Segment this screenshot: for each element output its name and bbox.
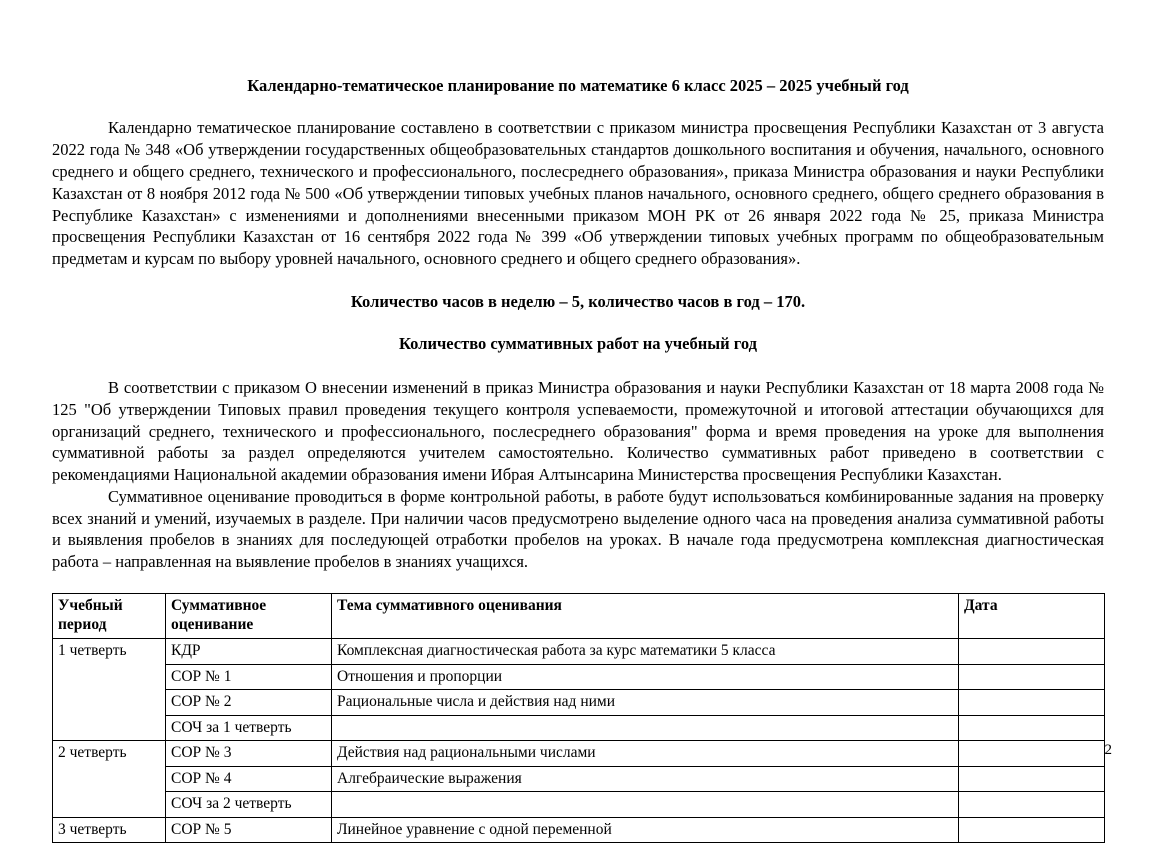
cell-summative: СОР № 3 xyxy=(166,741,332,767)
cell-date xyxy=(959,715,1105,741)
spacer xyxy=(52,270,1104,292)
cell-summative: СОР № 2 xyxy=(166,690,332,716)
cell-theme: Действия над рациональными числами xyxy=(332,741,959,767)
column-header-period: Учебный период xyxy=(53,593,166,638)
cell-theme: Отношения и пропорции xyxy=(332,664,959,690)
table-row xyxy=(53,766,1105,792)
page-title: Календарно-тематическое планирование по математике 6 класс 2025 – 2025 учебный год xyxy=(247,76,909,95)
cell-date xyxy=(959,817,1105,843)
cell-theme: Линейное уравнение с одной переменной xyxy=(332,817,959,843)
cell-summative: СОР № 5 xyxy=(166,817,332,843)
spacer xyxy=(52,573,1104,593)
cell-theme: Алгебраические выражения xyxy=(332,766,959,792)
cell-period: 1 четверть xyxy=(53,639,166,741)
cell-date xyxy=(959,792,1105,818)
cell-summative: КДР xyxy=(166,639,332,665)
cell-period: 2 четверть xyxy=(53,741,166,818)
column-header-summative: Суммативное оценивание xyxy=(166,593,332,638)
table-row xyxy=(53,792,1105,818)
spacer xyxy=(52,312,1104,334)
assessment-paragraph: Суммативное оценивание проводиться в форме контрольной работы, в работе будут использоваться комбинированные задания на проверку всех знаний и умений, изучаемых в разделе. При наличии часов предусмотрено выделение одного часа на проведения анализа суммативной работы и выявления пробелов в знаниях для последующей отработки пробелов на уроках. В начале года предусмотрена комплексная диагностическая работа – направленная на выявление пробелов в знаниях учащихся. xyxy=(52,486,1104,572)
summative-count-heading: Количество суммативных работ на учебный год xyxy=(399,334,757,354)
cell-theme xyxy=(332,792,959,818)
cell-theme: Рациональные числа и действия над ними xyxy=(332,690,959,716)
document-content xyxy=(52,0,1104,843)
table-header-row xyxy=(53,593,1105,638)
table-row xyxy=(53,690,1105,716)
cell-date xyxy=(959,690,1105,716)
column-header-theme: Тема суммативного оценивания xyxy=(332,593,959,638)
summative-assessment-table xyxy=(52,593,1105,843)
cell-summative: СОЧ за 1 четверть xyxy=(166,715,332,741)
intro-paragraph: Календарно тематическое планирование составлено в соответствии с приказом министра просвещения Республики Казахстан от 3 августа 2022 года № 348 «Об утверждении государственных общеобразовательных стандартов дошкольного воспитания и обучения, начального, основного среднего и общего среднего, технического и профессионального, послесреднего образования», приказа Министра образования и науки Республики Казахстан от 8 ноября 2012 года № 500 «Об утверждении типовых учебных планов начального, основного среднего, общего среднего образования в Республике Казахстан» с изменениями и дополнениями внесенными приказом МОН РК от 26 января 2022 года № 25, приказа Министра просвещения Республики Казахстан от 16 сентября 2022 года № 399 «Об утверждении типовых учебных программ по общеобразовательным предметам и курсам по выбору уровней начального, основного среднего и общего среднего образования». xyxy=(52,118,1104,269)
cell-date xyxy=(959,741,1105,767)
cell-date xyxy=(959,639,1105,665)
table-body xyxy=(53,639,1105,843)
cell-theme xyxy=(332,715,959,741)
table-row xyxy=(53,664,1105,690)
spacer xyxy=(52,355,1104,377)
table-row xyxy=(53,741,1105,767)
cell-summative: СОЧ за 2 четверть xyxy=(166,792,332,818)
order-paragraph: В соответствии с приказом О внесении изменений в приказ Министра образования и науки Республики Казахстан от 18 марта 2008 года № 125 "Об утверждении Типовых правил проведения текущего контроля успеваемости, промежуточной и итоговой аттестации обучающихся для организаций среднего, технического и профессионального, послесреднего образования" форма и время проведения на уроке для выполнения суммативной работы за раздел определяются учителем самостоятельно. Количество суммативных работ приведено в соответствии с рекомендациями Национальной академии образования имени Ибрая Алтынсарина Министерства просвещения Республики Казахстан. xyxy=(52,378,1104,485)
cell-theme: Комплексная диагностическая работа за курс математики 5 класса xyxy=(332,639,959,665)
page-number: 2 xyxy=(1104,742,1112,758)
cell-summative: СОР № 4 xyxy=(166,766,332,792)
cell-period: 3 четверть xyxy=(53,817,166,843)
hours-heading: Количество часов в неделю – 5, количество часов в год – 170. xyxy=(350,291,806,311)
spacer xyxy=(52,95,1104,117)
table-header xyxy=(53,593,1105,638)
table-row xyxy=(53,817,1105,843)
table-row xyxy=(53,715,1105,741)
table-row xyxy=(53,639,1105,665)
cell-summative: СОР № 1 xyxy=(166,664,332,690)
cell-date xyxy=(959,664,1105,690)
cell-date xyxy=(959,766,1105,792)
column-header-date: Дата xyxy=(959,593,1105,638)
